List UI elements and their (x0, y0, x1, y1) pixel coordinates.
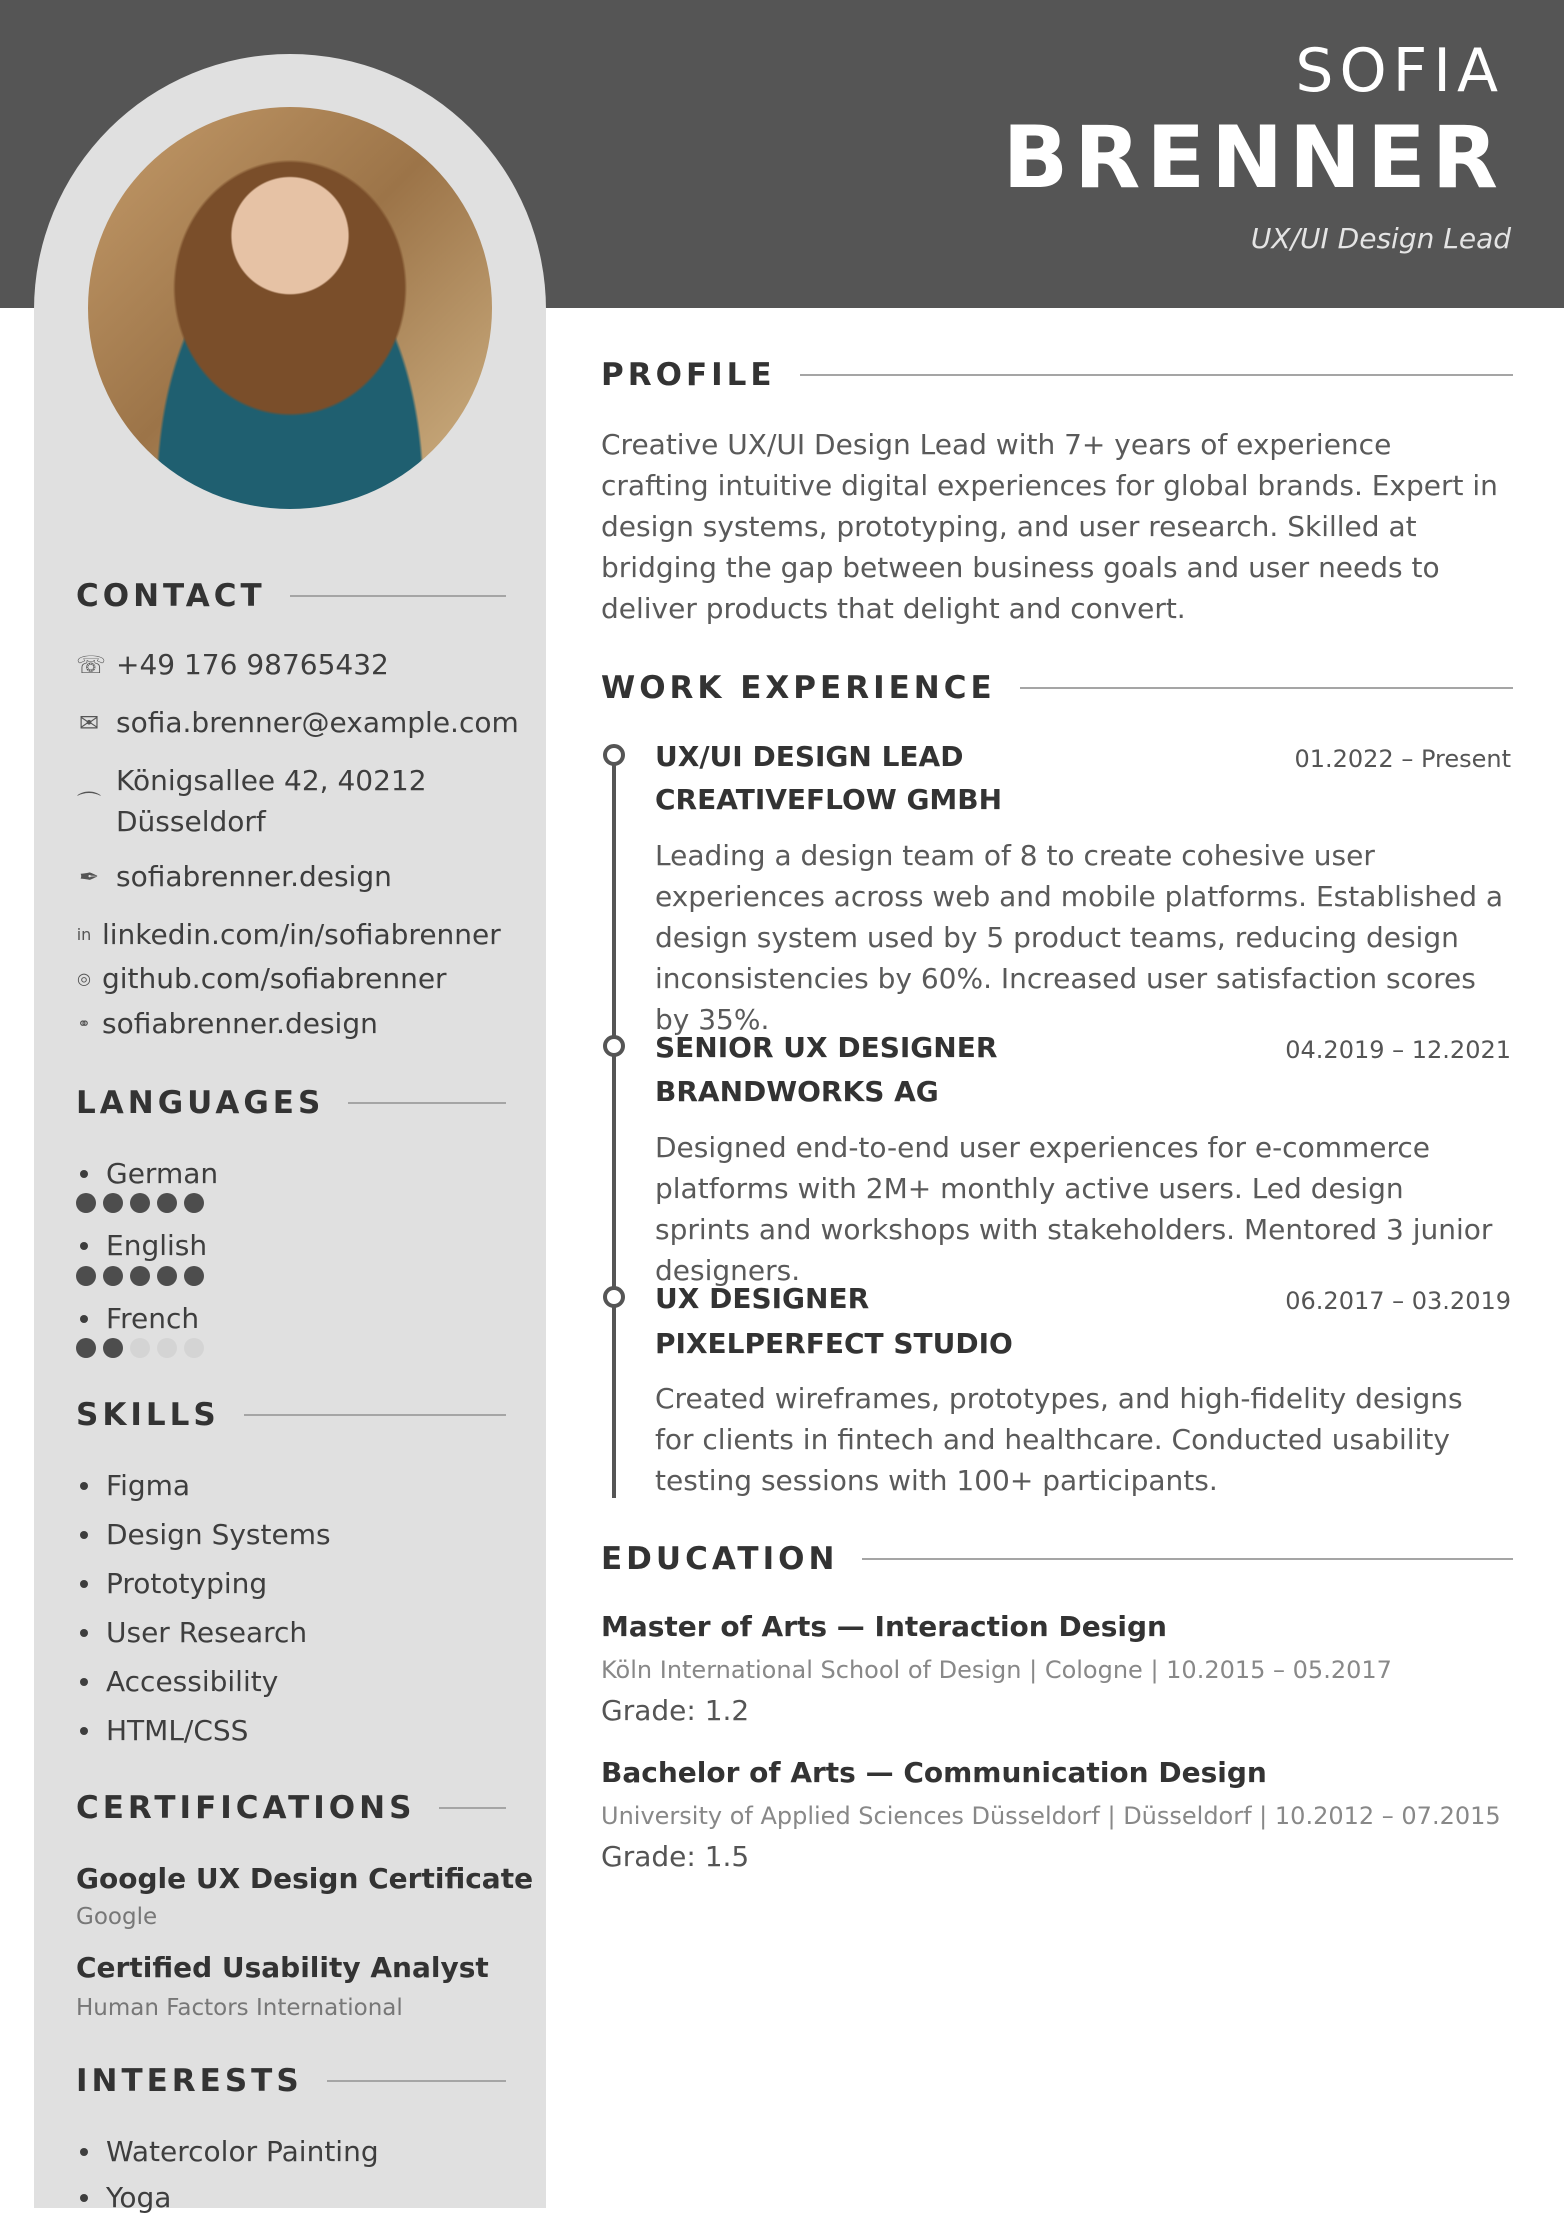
rating-dot (184, 1193, 204, 1213)
website2-text: sofiabrenner.design (102, 1007, 378, 1040)
bullet-dot (80, 1531, 88, 1539)
education-degree: Bachelor of Arts — Communication Design (601, 1756, 1267, 1789)
profile-summary: Creative UX/UI Design Lead with 7+ years of experience crafting intuitive digital experiences for global brands. Expert in design systems, prototyping, and user research. Skilled at bridging the gap between business goals and user needs to deliver products that delight and convert. (601, 428, 1498, 625)
interest-item (76, 2181, 171, 2214)
cert-name: Certified Usability Analyst (76, 1951, 489, 1984)
rating-dot (184, 1338, 204, 1358)
skill-item (76, 1567, 267, 1600)
timeline-line (612, 756, 616, 1498)
divider (800, 374, 1513, 376)
bullet-dot (80, 1678, 88, 1686)
job-dates: 04.2019 – 12.2021 (1285, 1036, 1511, 1064)
skill-item (76, 1714, 248, 1747)
skill-label: Prototyping (106, 1567, 268, 1600)
rating-dot (130, 1193, 150, 1213)
job-dates: 06.2017 – 03.2019 (1285, 1287, 1511, 1315)
bullet-dot (80, 1727, 88, 1735)
divider (290, 595, 506, 597)
language-item (76, 1157, 218, 1190)
bullet-dot (80, 2148, 88, 2156)
job-role: SENIOR UX DESIGNER (655, 1031, 998, 1064)
profile-heading (601, 357, 1513, 393)
last-name: BRENNER (1002, 108, 1504, 208)
language-name: French (106, 1302, 200, 1335)
rating-dot (157, 1338, 177, 1358)
address-line-1: Königsallee 42, 40212 (116, 764, 427, 797)
work-heading (601, 670, 1513, 706)
education-grade: Grade: 1.5 (601, 1840, 750, 1873)
cert-name: Google UX Design Certificate (76, 1862, 534, 1895)
certifications-heading (76, 1790, 506, 1826)
skills-heading-label: SKILLS (76, 1397, 220, 1433)
rating-dot (76, 1193, 96, 1213)
job-role: UX DESIGNER (655, 1282, 870, 1315)
profile-photo (88, 107, 492, 509)
skill-label: Design Systems (106, 1518, 331, 1551)
skills-heading (76, 1397, 506, 1433)
job-title: UX/UI Design Lead (1250, 222, 1511, 255)
interest-label: Watercolor Painting (106, 2135, 379, 2168)
job-description: Created wireframes, prototypes, and high-fidelity designs for clients in fintech and healthcare. Conducted usability testing sessions with 100+ participants. (655, 1382, 1463, 1497)
education-meta: Köln International School of Design | Cologne | 10.2015 – 05.2017 (601, 1656, 1392, 1684)
address-text (116, 760, 427, 842)
language-name: English (106, 1229, 208, 1262)
first-name: SOFIA (1295, 36, 1504, 106)
languages-heading-label: LANGUAGES (76, 1085, 325, 1121)
job-dates: 01.2022 – Present (1294, 745, 1511, 773)
skill-label: User Research (106, 1616, 308, 1649)
rating-dot (157, 1266, 177, 1286)
job-role: UX/UI DESIGN LEAD (655, 740, 964, 773)
education-heading (601, 1541, 1513, 1577)
interest-label: Yoga (106, 2181, 172, 2214)
job-company: PIXELPERFECT STUDIO (655, 1327, 1013, 1360)
phone-text: +49 176 98765432 (116, 648, 389, 681)
skill-item (76, 1518, 331, 1551)
website-text: sofiabrenner.design (116, 860, 392, 893)
job-description: Leading a design team of 8 to create cohesive user experiences across web and mobile platforms. Established a design system used by 5 product teams, reducing design inconsistencies by 60%. Increased user satisfaction scores by 35%. (655, 839, 1504, 1036)
language-rating (76, 1266, 211, 1286)
divider (862, 1558, 1513, 1560)
rating-dot (130, 1266, 150, 1286)
rating-dot (130, 1338, 150, 1358)
github-icon: ◎ (77, 969, 91, 988)
divider (327, 2080, 506, 2082)
language-rating (76, 1338, 211, 1358)
bullet-dot (80, 1170, 88, 1178)
divider (1020, 687, 1513, 689)
language-rating (76, 1193, 211, 1213)
education-grade: Grade: 1.2 (601, 1694, 750, 1727)
education-heading-label: EDUCATION (601, 1541, 839, 1577)
interests-heading (76, 2063, 506, 2099)
interests-heading-label: INTERESTS (76, 2063, 303, 2099)
languages-heading (76, 1085, 506, 1121)
linkedin-text: linkedin.com/in/sofiabrenner (102, 918, 501, 951)
job-company: CREATIVEFLOW GMBH (655, 783, 1003, 816)
divider (244, 1414, 506, 1416)
contact-heading (76, 578, 506, 614)
pen-icon: ✒ (78, 862, 100, 891)
education-degree: Master of Arts — Interaction Design (601, 1610, 1167, 1643)
work-heading-label: WORK EXPERIENCE (601, 670, 996, 706)
timeline-dot (603, 1286, 625, 1308)
rating-dot (76, 1266, 96, 1286)
bullet-dot (80, 2194, 88, 2202)
language-item (76, 1229, 207, 1262)
skill-item (76, 1616, 307, 1649)
profile-heading-label: PROFILE (601, 357, 776, 393)
contact-heading-label: CONTACT (76, 578, 266, 614)
email-icon: ✉ (78, 708, 100, 737)
linkedin-icon: in (76, 925, 92, 944)
location-icon: ⌒ (77, 789, 101, 818)
rating-dot (103, 1266, 123, 1286)
skill-label: Figma (106, 1469, 191, 1502)
bullet-dot (80, 1482, 88, 1490)
education-meta: University of Applied Sciences Düsseldorf | Düsseldorf | 10.2012 – 07.2015 (601, 1802, 1501, 1830)
divider (439, 1807, 506, 1809)
address-line-2: Düsseldorf (116, 805, 266, 838)
rating-dot (184, 1266, 204, 1286)
contact-linkedin[interactable] (76, 918, 501, 951)
skill-label: Accessibility (106, 1665, 279, 1698)
job-description: Designed end-to-end user experiences for e-commerce platforms with 2M+ monthly active users. Led design sprints and workshops with stakeholders. Mentored 3 junior designers. (655, 1131, 1493, 1287)
contact-email[interactable] (76, 706, 519, 739)
contact-phone[interactable] (76, 648, 389, 681)
bullet-dot (80, 1629, 88, 1637)
language-item (76, 1302, 199, 1335)
rating-dot (103, 1193, 123, 1213)
skill-label: HTML/CSS (106, 1714, 249, 1747)
email-text: sofia.brenner@example.com (116, 706, 519, 739)
cert-org: Google (76, 1904, 158, 1930)
skill-item (76, 1665, 278, 1698)
bullet-dot (80, 1315, 88, 1323)
contact-website-2[interactable] (76, 1007, 378, 1040)
cert-org: Human Factors International (76, 1995, 403, 2021)
divider (348, 1102, 506, 1104)
certifications-heading-label: CERTIFICATIONS (76, 1790, 416, 1826)
github-text: github.com/sofiabrenner (102, 962, 447, 995)
bullet-dot (80, 1580, 88, 1588)
contact-address (76, 760, 427, 842)
rating-dot (157, 1193, 177, 1213)
job-company: BRANDWORKS AG (655, 1075, 939, 1108)
rating-dot (103, 1338, 123, 1358)
language-name: German (106, 1157, 219, 1190)
rating-dot (76, 1338, 96, 1358)
globe-icon: ⚭ (77, 1014, 91, 1033)
contact-website[interactable] (76, 860, 392, 893)
phone-icon: ☏ (76, 650, 107, 679)
timeline-dot (603, 1035, 625, 1057)
timeline-dot (603, 744, 625, 766)
skill-item (76, 1469, 190, 1502)
contact-github[interactable] (76, 962, 447, 995)
interest-item (76, 2135, 379, 2168)
bullet-dot (80, 1242, 88, 1250)
